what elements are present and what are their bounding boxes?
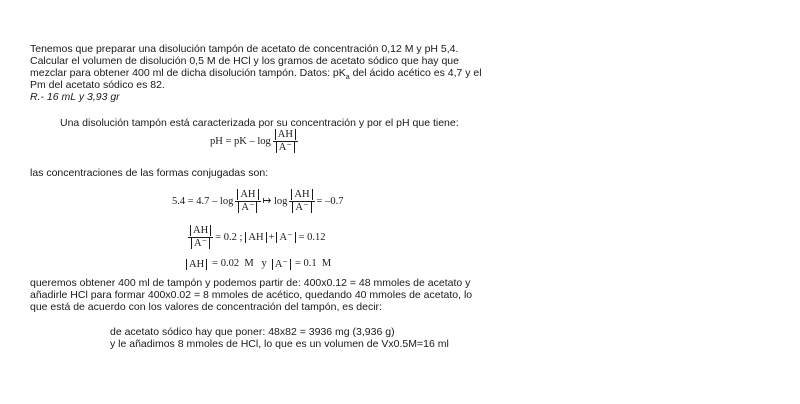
equation-ratio-sum: $\frac{AH}{A^-}$ = 0.2 ; AH + A⁻ = 0.12 bbox=[186, 225, 326, 250]
equation-henderson: pH = pK – log $\frac{AH}{A^-}$ bbox=[210, 129, 300, 154]
problem-line-3: mezclar para obtener 400 ml de dicha disolución tampón. Datos: $pK_a$ del ácido acético es 4,7 y el bbox=[30, 67, 482, 82]
problem-line-1: Tenemos que preparar una disolución tampón de acetato de concentración 0,12 M y pH 5,4. bbox=[30, 43, 459, 55]
answer-line: R.- 16 mL y 3,93 gr bbox=[30, 91, 120, 103]
paragraph-line-3: que está de acuerdo con los valores de concentración del tampón, es decir: bbox=[30, 301, 382, 313]
paragraph-line-1: queremos obtener 400 ml de tampón y podemos partir de: 400x0.12 = 48 mmoles de acetato y bbox=[30, 277, 471, 289]
result-line-1: de acetato sódico hay que poner: 48x82 = 3936 mg (3,936 g) bbox=[110, 326, 395, 338]
problem-line-2: Calcular el volumen de disolución 0,5 M de HCl y los gramos de acetato sódico que hay que bbox=[30, 55, 459, 67]
equation-log-ratio: 5.4 = 4.7 – log $\frac{AH}{A^-}$ ↦ log $\frac{AH}{A^-}$ = –0.7 bbox=[172, 189, 344, 213]
result-line-2: y le añadimos 8 mmoles de HCl, lo que es un volumen de Vx0.5M=16 ml bbox=[110, 338, 449, 350]
conjugate-forms-line: las concentraciones de las formas conjugadas son: bbox=[30, 167, 269, 179]
paragraph-line-2: añadirle HCl para formar 400x0.02 = 8 mmoles de acético, quedando 40 mmoles de acetato, lo bbox=[30, 289, 473, 301]
solution-intro: Una disolución tampón está caracterizada por su concentración y por el pH que tiene: bbox=[60, 117, 459, 129]
fraction: $\frac{AH}{A^-}$ bbox=[273, 129, 298, 154]
equation-concentrations: AH = 0.02 M y A⁻ = 0.1 M bbox=[186, 258, 331, 270]
problem-line-4: Pm del acetato sódico es 82. bbox=[30, 79, 165, 91]
